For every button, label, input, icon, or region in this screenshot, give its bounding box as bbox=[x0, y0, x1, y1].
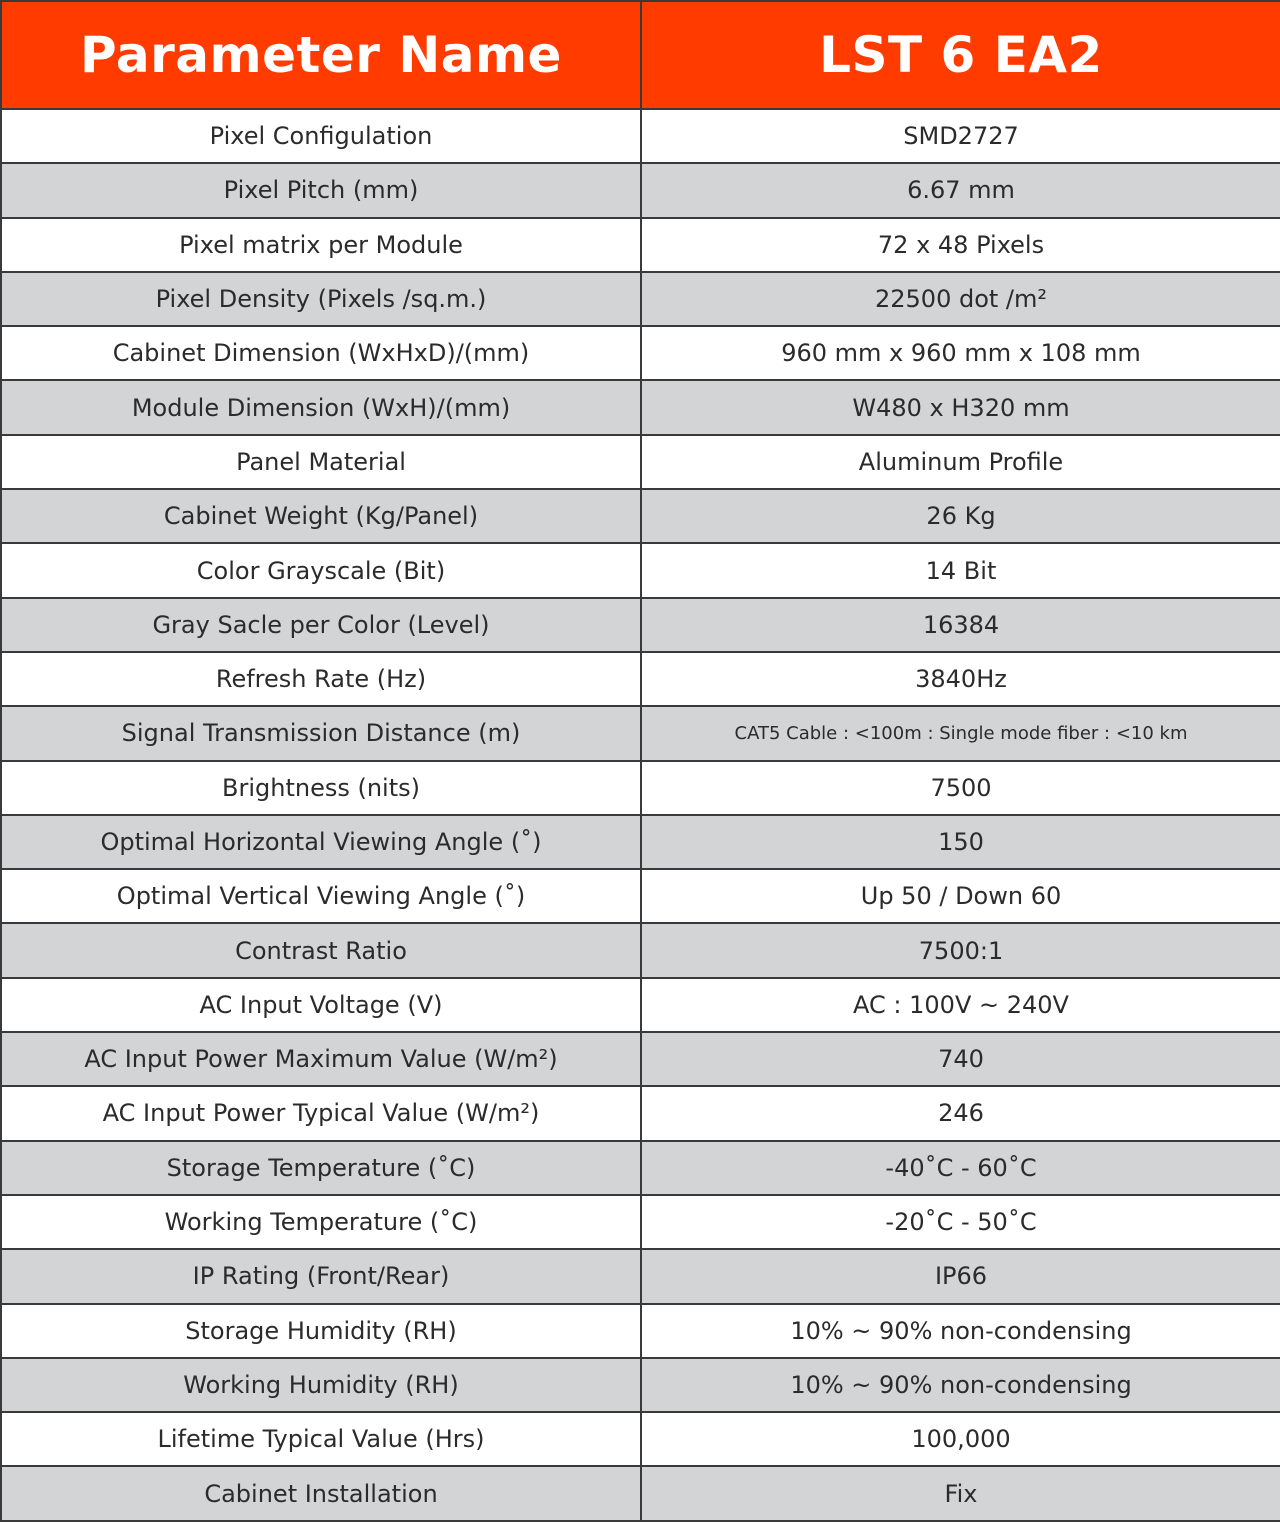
table-row bbox=[1, 218, 1280, 272]
table-row bbox=[1, 1032, 1280, 1086]
value-cell: 26 Kg bbox=[641, 489, 1280, 543]
value-cell: -20˚C - 50˚C bbox=[641, 1195, 1280, 1249]
table-row bbox=[1, 1466, 1280, 1521]
value-cell: 72 x 48 Pixels bbox=[641, 218, 1280, 272]
param-cell: Signal Transmission Distance (m) bbox=[1, 706, 641, 760]
param-cell: Optimal Horizontal Viewing Angle (˚) bbox=[1, 815, 641, 869]
value-cell: 7500:1 bbox=[641, 923, 1280, 977]
value-cell: 3840Hz bbox=[641, 652, 1280, 706]
value-cell: -40˚C - 60˚C bbox=[641, 1141, 1280, 1195]
value-cell: IP66 bbox=[641, 1249, 1280, 1303]
param-cell: Cabinet Installation bbox=[1, 1466, 641, 1521]
table-row bbox=[1, 1195, 1280, 1249]
param-cell: Pixel Configulation bbox=[1, 109, 641, 163]
table-row bbox=[1, 109, 1280, 163]
table-row bbox=[1, 543, 1280, 597]
table-row bbox=[1, 1412, 1280, 1466]
table-row bbox=[1, 706, 1280, 760]
param-cell: Storage Humidity (RH) bbox=[1, 1304, 641, 1358]
table-row bbox=[1, 489, 1280, 543]
param-cell: Brightness (nits) bbox=[1, 761, 641, 815]
param-cell: Module Dimension (WxH)/(mm) bbox=[1, 380, 641, 434]
value-cell: CAT5 Cable : <100m : Single mode fiber : <10 km bbox=[641, 706, 1280, 760]
header-model-name: LST 6 EA2 bbox=[641, 1, 1280, 109]
table-row bbox=[1, 435, 1280, 489]
param-cell: Optimal Vertical Viewing Angle (˚) bbox=[1, 869, 641, 923]
table-row bbox=[1, 1141, 1280, 1195]
param-cell: Pixel Pitch (mm) bbox=[1, 163, 641, 217]
param-cell: Cabinet Dimension (WxHxD)/(mm) bbox=[1, 326, 641, 380]
table-row bbox=[1, 326, 1280, 380]
table-row bbox=[1, 978, 1280, 1032]
param-cell: Working Temperature (˚C) bbox=[1, 1195, 641, 1249]
value-cell: SMD2727 bbox=[641, 109, 1280, 163]
value-cell: 960 mm x 960 mm x 108 mm bbox=[641, 326, 1280, 380]
value-cell: 22500 dot /m² bbox=[641, 272, 1280, 326]
param-cell: Refresh Rate (Hz) bbox=[1, 652, 641, 706]
param-cell: Color Grayscale (Bit) bbox=[1, 543, 641, 597]
value-cell: AC : 100V ~ 240V bbox=[641, 978, 1280, 1032]
header-row bbox=[1, 1, 1280, 109]
table-row bbox=[1, 1358, 1280, 1412]
param-cell: AC Input Power Maximum Value (W/m²) bbox=[1, 1032, 641, 1086]
value-cell: 16384 bbox=[641, 598, 1280, 652]
table-row bbox=[1, 163, 1280, 217]
param-cell: Gray Sacle per Color (Level) bbox=[1, 598, 641, 652]
table-row bbox=[1, 869, 1280, 923]
param-cell: Contrast Ratio bbox=[1, 923, 641, 977]
table-row bbox=[1, 1304, 1280, 1358]
table-body bbox=[1, 109, 1280, 1521]
value-cell: Aluminum Profile bbox=[641, 435, 1280, 489]
value-cell: Fix bbox=[641, 1466, 1280, 1521]
value-cell: 100,000 bbox=[641, 1412, 1280, 1466]
table-row bbox=[1, 272, 1280, 326]
value-cell: 10% ~ 90% non-condensing bbox=[641, 1304, 1280, 1358]
param-cell: Cabinet Weight (Kg/Panel) bbox=[1, 489, 641, 543]
param-cell: Pixel Density (Pixels /sq.m.) bbox=[1, 272, 641, 326]
value-cell: 246 bbox=[641, 1086, 1280, 1140]
value-cell: 14 Bit bbox=[641, 543, 1280, 597]
table-row bbox=[1, 923, 1280, 977]
table-header bbox=[1, 1, 1280, 109]
param-cell: AC Input Power Typical Value (W/m²) bbox=[1, 1086, 641, 1140]
param-cell: Panel Material bbox=[1, 435, 641, 489]
value-cell: W480 x H320 mm bbox=[641, 380, 1280, 434]
table-row bbox=[1, 598, 1280, 652]
param-cell: Lifetime Typical Value (Hrs) bbox=[1, 1412, 641, 1466]
param-cell: Working Humidity (RH) bbox=[1, 1358, 641, 1412]
table-row bbox=[1, 761, 1280, 815]
header-parameter-name: Parameter Name bbox=[1, 1, 641, 109]
table-row bbox=[1, 652, 1280, 706]
table-row bbox=[1, 380, 1280, 434]
table-row bbox=[1, 1249, 1280, 1303]
param-cell: IP Rating (Front/Rear) bbox=[1, 1249, 641, 1303]
param-cell: AC Input Voltage (V) bbox=[1, 978, 641, 1032]
value-cell: 6.67 mm bbox=[641, 163, 1280, 217]
value-cell: 740 bbox=[641, 1032, 1280, 1086]
value-cell: 7500 bbox=[641, 761, 1280, 815]
value-cell: 10% ~ 90% non-condensing bbox=[641, 1358, 1280, 1412]
param-cell: Storage Temperature (˚C) bbox=[1, 1141, 641, 1195]
table-row bbox=[1, 1086, 1280, 1140]
value-cell: Up 50 / Down 60 bbox=[641, 869, 1280, 923]
param-cell: Pixel matrix per Module bbox=[1, 218, 641, 272]
table-row bbox=[1, 815, 1280, 869]
value-cell: 150 bbox=[641, 815, 1280, 869]
